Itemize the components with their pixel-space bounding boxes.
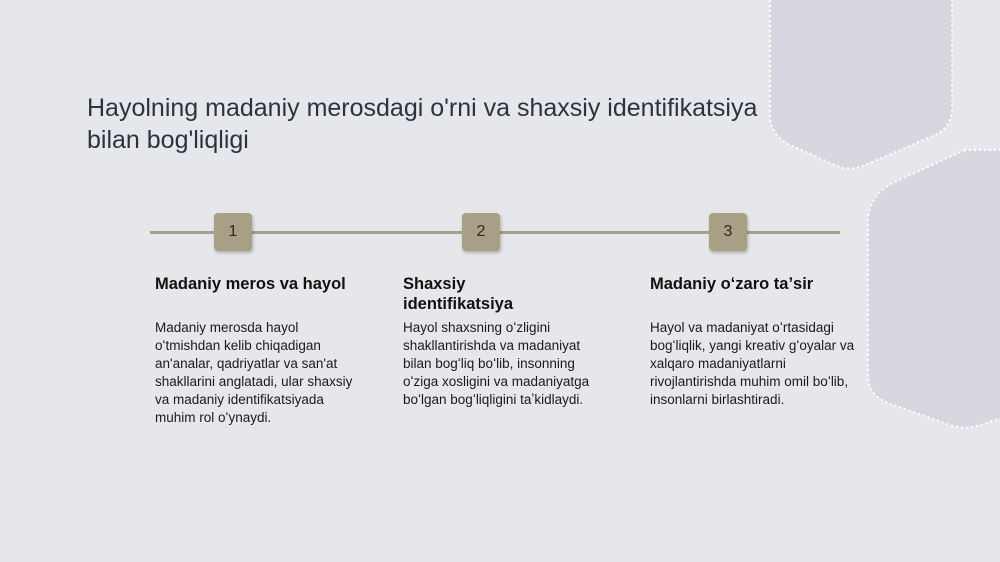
decor-hexagon-top bbox=[770, 0, 952, 169]
step-heading-3: Madaniy oʻzaro taʼsir bbox=[650, 275, 814, 293]
step-heading-2: Shaxsiy identifikatsiya bbox=[403, 275, 514, 313]
step-heading-1: Madaniy meros va hayol bbox=[155, 275, 346, 293]
slide-title: Hayolning madaniy merosdagi o'rni va shaxsiy identifikatsiya bilan bog'liqligi bbox=[87, 94, 758, 154]
step-body-3: Hayol va madaniyat oʻrtasidagi bogʻliqlik, yangi kreativ gʻoyalar va xalqaro madaniyatlarni rivojlantirishda muhim omil boʻlib, insonlarni birlashtiradi. bbox=[650, 320, 855, 407]
step-body-2: Hayol shaxsning oʻzligini shakllantirishda va madaniyat bilan bogʻliq boʻlib, insonning oʻziga xosligini va madaniyatga boʻlgan bogʻliqligini taʼkidlaydi. bbox=[403, 320, 590, 407]
step-body-1: Madaniy merosda hayol oʻtmishdan kelib chiqadigan an'analar, qadriyatlar va san'at shakllarini anglatadi, ular shaxsiy va madaniy identifikatsiyada muhim rol oʻynaydi. bbox=[155, 320, 353, 425]
step-marker-1: 1 bbox=[214, 213, 252, 251]
decor-hexagon-bottom bbox=[868, 150, 1000, 428]
step-marker-3: 3 bbox=[709, 213, 747, 251]
step-marker-2: 2 bbox=[462, 213, 500, 251]
